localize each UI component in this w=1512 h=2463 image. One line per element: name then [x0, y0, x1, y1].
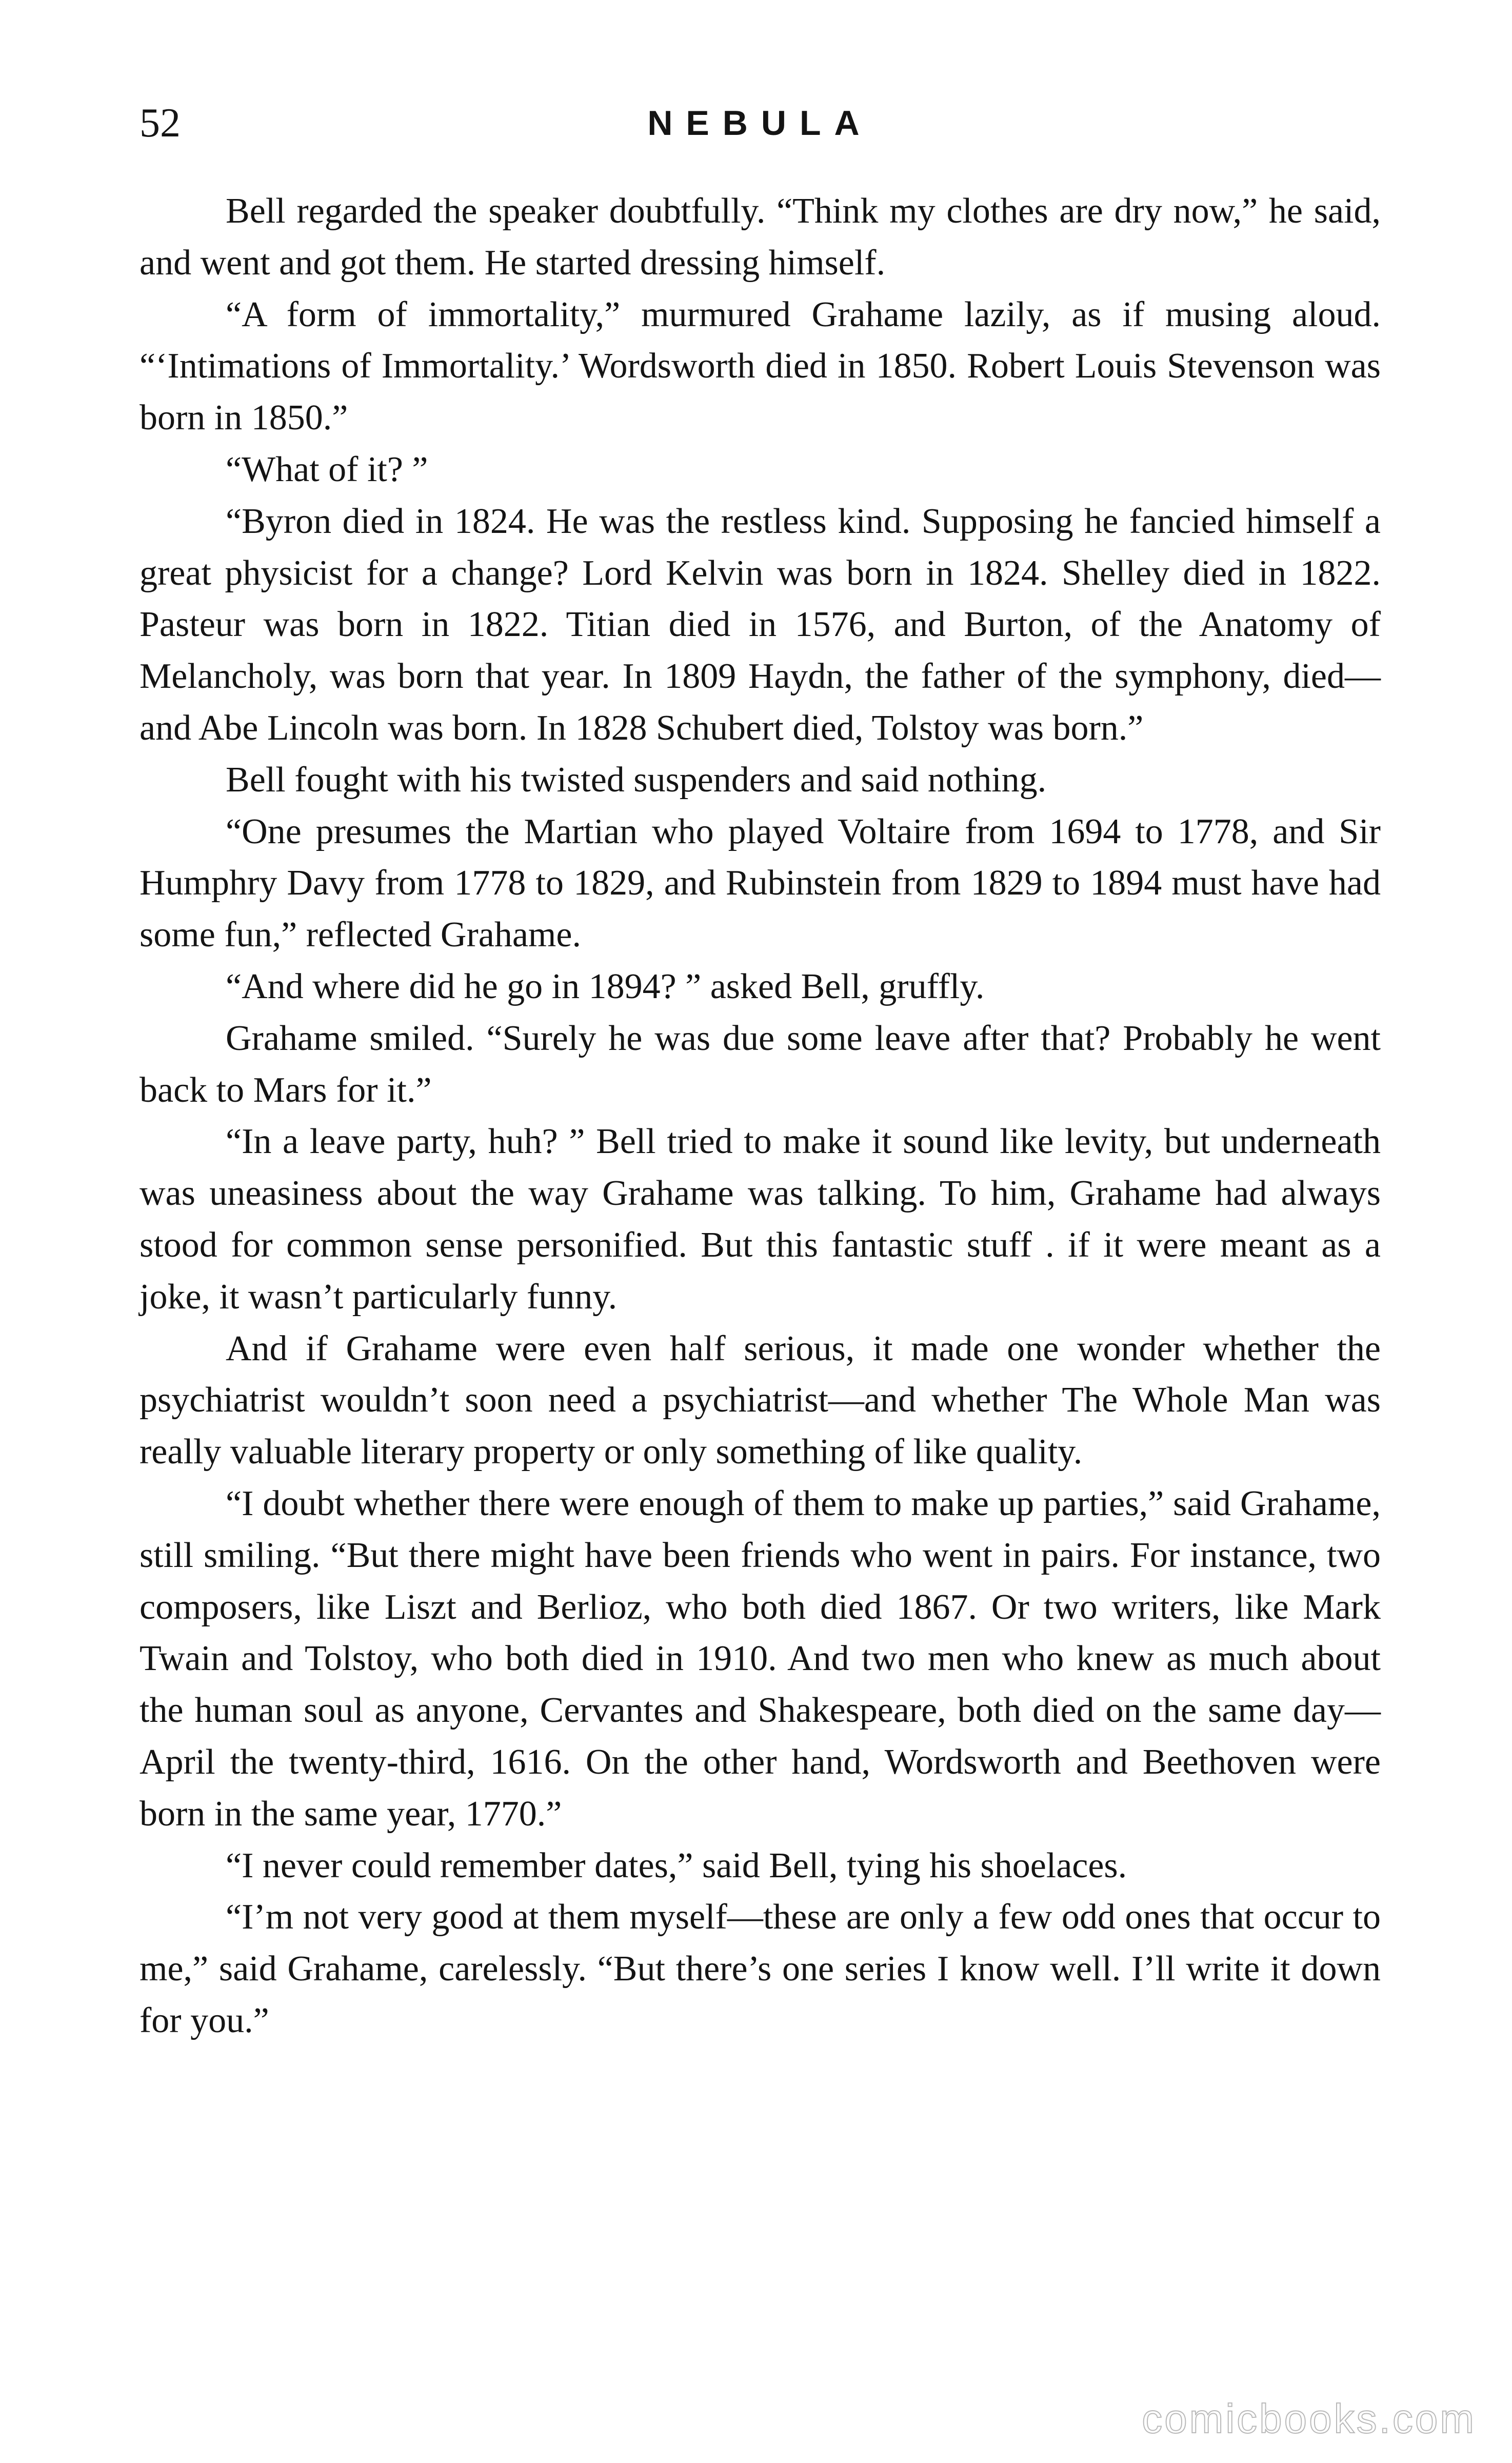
page-header: [140, 92, 1381, 154]
paragraph: “I never could remember dates,” said Bell, tying his shoelaces.: [226, 1845, 1127, 1885]
site-watermark: comicbooks.com: [1142, 2396, 1476, 2441]
page-number: 52: [140, 101, 181, 146]
paragraph: “And where did he go in 1894? ” asked Bell, gruffly.: [226, 966, 985, 1006]
running-head: NEBULA: [647, 104, 873, 143]
paragraph: “What of it? ”: [226, 449, 428, 489]
paragraph: “One presumes the Martian who played Voltaire from 1694 to 1778, and Sir Humphry Davy from 1778 to 1829, and Rubinstein from 1829 to 1894 must have had some fun,” reflected Grahame.: [140, 811, 1381, 955]
paragraph: “A form of immortality,” murmured Grahame lazily, as if musing aloud. “‘Intimations of Immortality.’ Wordsworth died in 1850. Robert Louis Stevenson was born in 1850.”: [140, 294, 1381, 438]
paragraph: Grahame smiled. “Surely he was due some leave after that? Probably he went back to Mars for it.”: [140, 1018, 1381, 1110]
paragraph: “Byron died in 1824. He was the restless kind. Supposing he fancied himself a great physicist for a change? Lord Kelvin was born in 1824. Shelley died in 1822. Pasteur was born in 1822. Titian died in 1576, and Burton, of the Anatomy of Melancholy, was born that year. In 1809 Haydn, the father of the symphony, died—and Abe Lincoln was born. In 1828 Schubert died, Tolstoy was born.”: [140, 501, 1381, 748]
paragraph: “I doubt whether there were enough of them to make up parties,” said Grahame, still smiling. “But there might have been friends who went in pairs. For instance, two composers, like Liszt and Berlioz, who both died 1867. Or two writers, like Mark Twain and Tolstoy, who both died in 1910. And two men who knew as much about the human soul as anyone, Cervantes and Shakespeare, both died on the same day—April the twenty-third, 1616. On the other hand, Wordsworth and Beethoven were born in the same year, 1770.”: [140, 1483, 1381, 1834]
paragraph: “In a leave party, huh? ” Bell tried to make it sound like levity, but underneath was uneasiness about the way Grahame was talking. To him, Grahame had always stood for common sense personified. But this fantastic stuff . if it were meant as a joke, it wasn’t particularly funny.: [140, 1122, 1381, 1317]
paragraph: Bell regarded the speaker doubtfully. “Think my clothes are dry now,” he said, and went and got them. He started dressing himself.: [140, 191, 1381, 283]
paragraph: And if Grahame were even half serious, it made one wonder whether the psychiatrist wouldn’t soon need a psychiatrist—and whether The Whole Man was really valuable literary property or only something of like quality.: [140, 1328, 1381, 1472]
paragraph: “I’m not very good at them myself—these are only a few odd ones that occur to me,” said Grahame, carelessly. “But there’s one series I know well. I’ll write it down for you.”: [140, 1897, 1381, 2040]
paragraph: Bell fought with his twisted suspenders and said nothing.: [226, 760, 1047, 800]
body-text: [140, 186, 1381, 2047]
